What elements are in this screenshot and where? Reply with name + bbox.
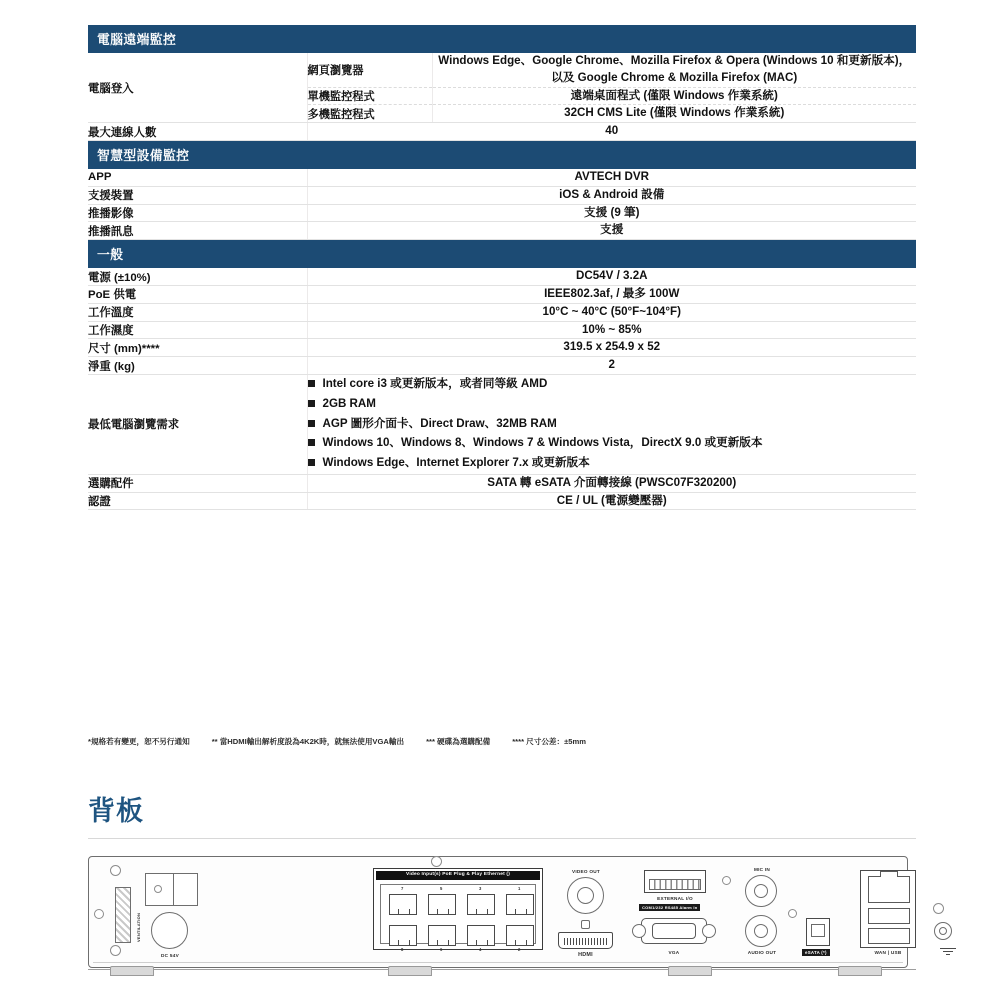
terminal-block-pins: [649, 879, 702, 890]
screw-hole-icon: [431, 856, 442, 867]
rj45-port: [467, 894, 495, 915]
hdmi-label: HDMI: [578, 952, 593, 958]
ventilation-label: VENTILATION: [136, 912, 141, 942]
rj45-port: [506, 925, 534, 946]
external-io-port-icon: [644, 870, 706, 893]
value-dimensions: 319.5 x 254.9 x 52: [307, 339, 916, 357]
module-divider: [173, 873, 174, 906]
value-power: DC54V / 3.2A: [307, 268, 916, 285]
row-label-supported-devices: 支援裝置: [88, 186, 307, 204]
list-item: Intel core i3 或更新版本，或者同等級 AMD: [308, 375, 917, 394]
reset-module-outline: [145, 873, 198, 906]
table-row: [88, 492, 916, 510]
row-label-operating-temperature: 工作溫度: [88, 303, 307, 321]
rear-panel-diagram: [88, 856, 916, 984]
section-header-pc-remote: [88, 25, 916, 53]
table-row: [88, 303, 916, 321]
row-label-net-weight: 淨重 (kg): [88, 357, 307, 375]
sub-label-single-monitor-app: 單機監控程式: [307, 87, 432, 105]
value-multi-monitor-app: 32CH CMS Lite (僅限 Windows 作業系統): [432, 105, 916, 123]
rj45-port: [506, 894, 534, 915]
chassis-foot: [388, 966, 432, 976]
video-input-port-block: [373, 868, 543, 950]
value-max-users: 40: [307, 123, 916, 141]
footnote-1: *規格若有變更，恕不另行通知: [88, 737, 190, 746]
row-label-max-users: 最大連線人數: [88, 123, 307, 141]
list-item: AGP 圖形介面卡、Direct Draw、32MB RAM: [308, 415, 917, 434]
port-number: 5: [440, 886, 443, 891]
value-push-video: 支援 (9 筆): [307, 204, 916, 222]
screw-hole-icon: [110, 945, 121, 956]
row-label-certification: 認證: [88, 492, 307, 510]
table-row: [88, 339, 916, 357]
row-label-poe: PoE 供電: [88, 285, 307, 303]
hdmi-tab-icon: [581, 920, 590, 929]
table-row: [88, 204, 916, 222]
screw-hole-icon: [110, 865, 121, 876]
row-label-pc-login: 電腦登入: [88, 53, 307, 123]
chassis-foot: [668, 966, 712, 976]
section-title: 電腦遠端監控: [88, 25, 916, 53]
footnote-row: [88, 736, 928, 747]
rj45-port: [389, 925, 417, 946]
value-app: AVTECH DVR: [307, 169, 916, 186]
port-number: 2: [518, 947, 521, 952]
esata-port-icon: [806, 918, 830, 946]
footnote-4: **** 尺寸公差：±5mm: [512, 737, 587, 746]
ground-symbol-icon: [940, 948, 956, 956]
table-row: [88, 374, 916, 474]
row-label-push-video: 推播影像: [88, 204, 307, 222]
section-title: 一般: [88, 240, 916, 269]
value-operating-temperature: 10°C ~ 40°C (50°F~104°F): [307, 303, 916, 321]
dc-in-label: DC 54V: [161, 953, 179, 958]
esata-pin-area: [811, 924, 825, 938]
table-row: [88, 321, 916, 339]
screw-hole-icon: [933, 903, 944, 914]
table-row: [88, 169, 916, 186]
footnote-3: *** 硬碟為選購配備: [426, 737, 491, 746]
specification-table: [88, 25, 916, 510]
mic-in-label: MIC IN: [753, 867, 771, 872]
rj45-port: [389, 894, 417, 915]
value-poe: IEEE802.3af, / 最多 100W: [307, 285, 916, 303]
value-certification: CE / UL (電源變壓器): [307, 492, 916, 510]
sub-label-browser: 網頁瀏覽器: [307, 53, 432, 87]
list-item: Windows 10、Windows 8、Windows 7 & Windows Vista，DirectX 9.0 或更新版本: [308, 434, 917, 453]
rj45-port: [428, 925, 456, 946]
value-min-pc-requirements: [307, 374, 916, 474]
audio-out-inner-icon: [754, 924, 768, 938]
vga-port-icon: [641, 918, 707, 944]
value-single-monitor-app: 遠端桌面程式 (僅限 Windows 作業系統): [432, 87, 916, 105]
value-supported-devices: iOS & Android 設備: [307, 186, 916, 204]
row-label-app: APP: [88, 169, 307, 186]
port-number: 4: [479, 947, 482, 952]
chassis-foot: [838, 966, 882, 976]
row-label-optional-accessory: 選購配件: [88, 474, 307, 492]
mic-in-inner-icon: [754, 884, 768, 898]
hdmi-port-icon: [558, 932, 613, 949]
table-row: [88, 285, 916, 303]
table-row: [88, 357, 916, 375]
wan-usb-stack: [860, 870, 916, 948]
rj45-port: [428, 894, 456, 915]
chassis-foot: [110, 966, 154, 976]
section-title: 智慧型設備監控: [88, 140, 916, 169]
table-row: [88, 123, 916, 141]
port-number: 8: [401, 947, 404, 952]
row-label-push-message: 推播訊息: [88, 222, 307, 240]
rj45-port: [467, 925, 495, 946]
section-header-general: [88, 240, 916, 269]
port-number: 7: [401, 886, 404, 891]
value-net-weight: 2: [307, 357, 916, 375]
table-row: [88, 53, 916, 87]
screw-hole-icon: [722, 876, 731, 885]
table-row: [88, 222, 916, 240]
table-row: [88, 186, 916, 204]
sub-label-multi-monitor-app: 多機監控程式: [307, 105, 432, 123]
row-label-min-pc-requirements: 最低電腦瀏覽需求: [88, 374, 307, 474]
external-io-sub-label: COM1/232 RS485 Alarm In: [639, 904, 700, 911]
table-row: [88, 268, 916, 285]
row-label-dimensions: 尺寸 (mm)****: [88, 339, 307, 357]
section-header-smart-device: [88, 140, 916, 169]
row-label-power: 電源 (±10%): [88, 268, 307, 285]
value-browser: Windows Edge、Google Chrome、Mozilla Firefox & Opera (Windows 10 和更新版本)，以及 Google Chrome & Mozilla Firefox (MAC): [432, 53, 916, 87]
vga-label: VGA: [668, 950, 680, 955]
dc-power-jack-icon: [151, 912, 188, 949]
row-label-operating-humidity: 工作濕度: [88, 321, 307, 339]
port-number: 1: [518, 886, 521, 891]
ground-screw-inner-icon: [939, 927, 947, 935]
ventilation-grill-icon: [115, 887, 131, 943]
esata-label: eSATA (*): [802, 949, 830, 956]
value-push-message: 支援: [307, 222, 916, 240]
vga-screw-icon: [702, 924, 716, 938]
screw-hole-icon: [94, 909, 104, 919]
value-operating-humidity: 10% ~ 85%: [307, 321, 916, 339]
vga-pin-area: [652, 923, 696, 938]
divider: [88, 838, 916, 839]
table-row: [88, 474, 916, 492]
rj45-wan-clip: [880, 871, 898, 877]
audio-out-label: AUDIO OUT: [747, 950, 777, 955]
hdmi-pins: [564, 938, 606, 945]
screw-hole-icon: [788, 909, 797, 918]
value-optional-accessory: SATA 轉 eSATA 介面轉接線 (PWSC07F320200): [307, 474, 916, 492]
page-title-rear-panel: 背板: [88, 796, 144, 826]
external-io-label: EXTERNAL I/O: [657, 896, 693, 901]
vga-screw-icon: [632, 924, 646, 938]
port-number: 3: [479, 886, 482, 891]
bnc-inner-icon: [577, 887, 594, 904]
list-item: 2GB RAM: [308, 395, 917, 414]
footnote-2: ** 當HDMI輸出解析度設為4K2K時，就無法使用VGA輸出: [211, 737, 405, 746]
port-number: 6: [440, 947, 443, 952]
usb-port: [868, 928, 910, 944]
list-item: Windows Edge、Internet Explorer 7.x 或更新版本: [308, 454, 917, 473]
wan-usb-label: WAN | USB: [874, 950, 902, 955]
reset-hole-icon: [154, 885, 162, 893]
rj45-wan-port: [868, 876, 910, 903]
chassis-base-line: [88, 969, 916, 970]
requirement-list: [308, 375, 917, 473]
video-inputs-label: Video Input(s) PoE Plug & Play Ethernet (): [376, 871, 540, 880]
usb-port: [868, 908, 910, 924]
video-out-label: VIDEO OUT: [571, 869, 601, 874]
